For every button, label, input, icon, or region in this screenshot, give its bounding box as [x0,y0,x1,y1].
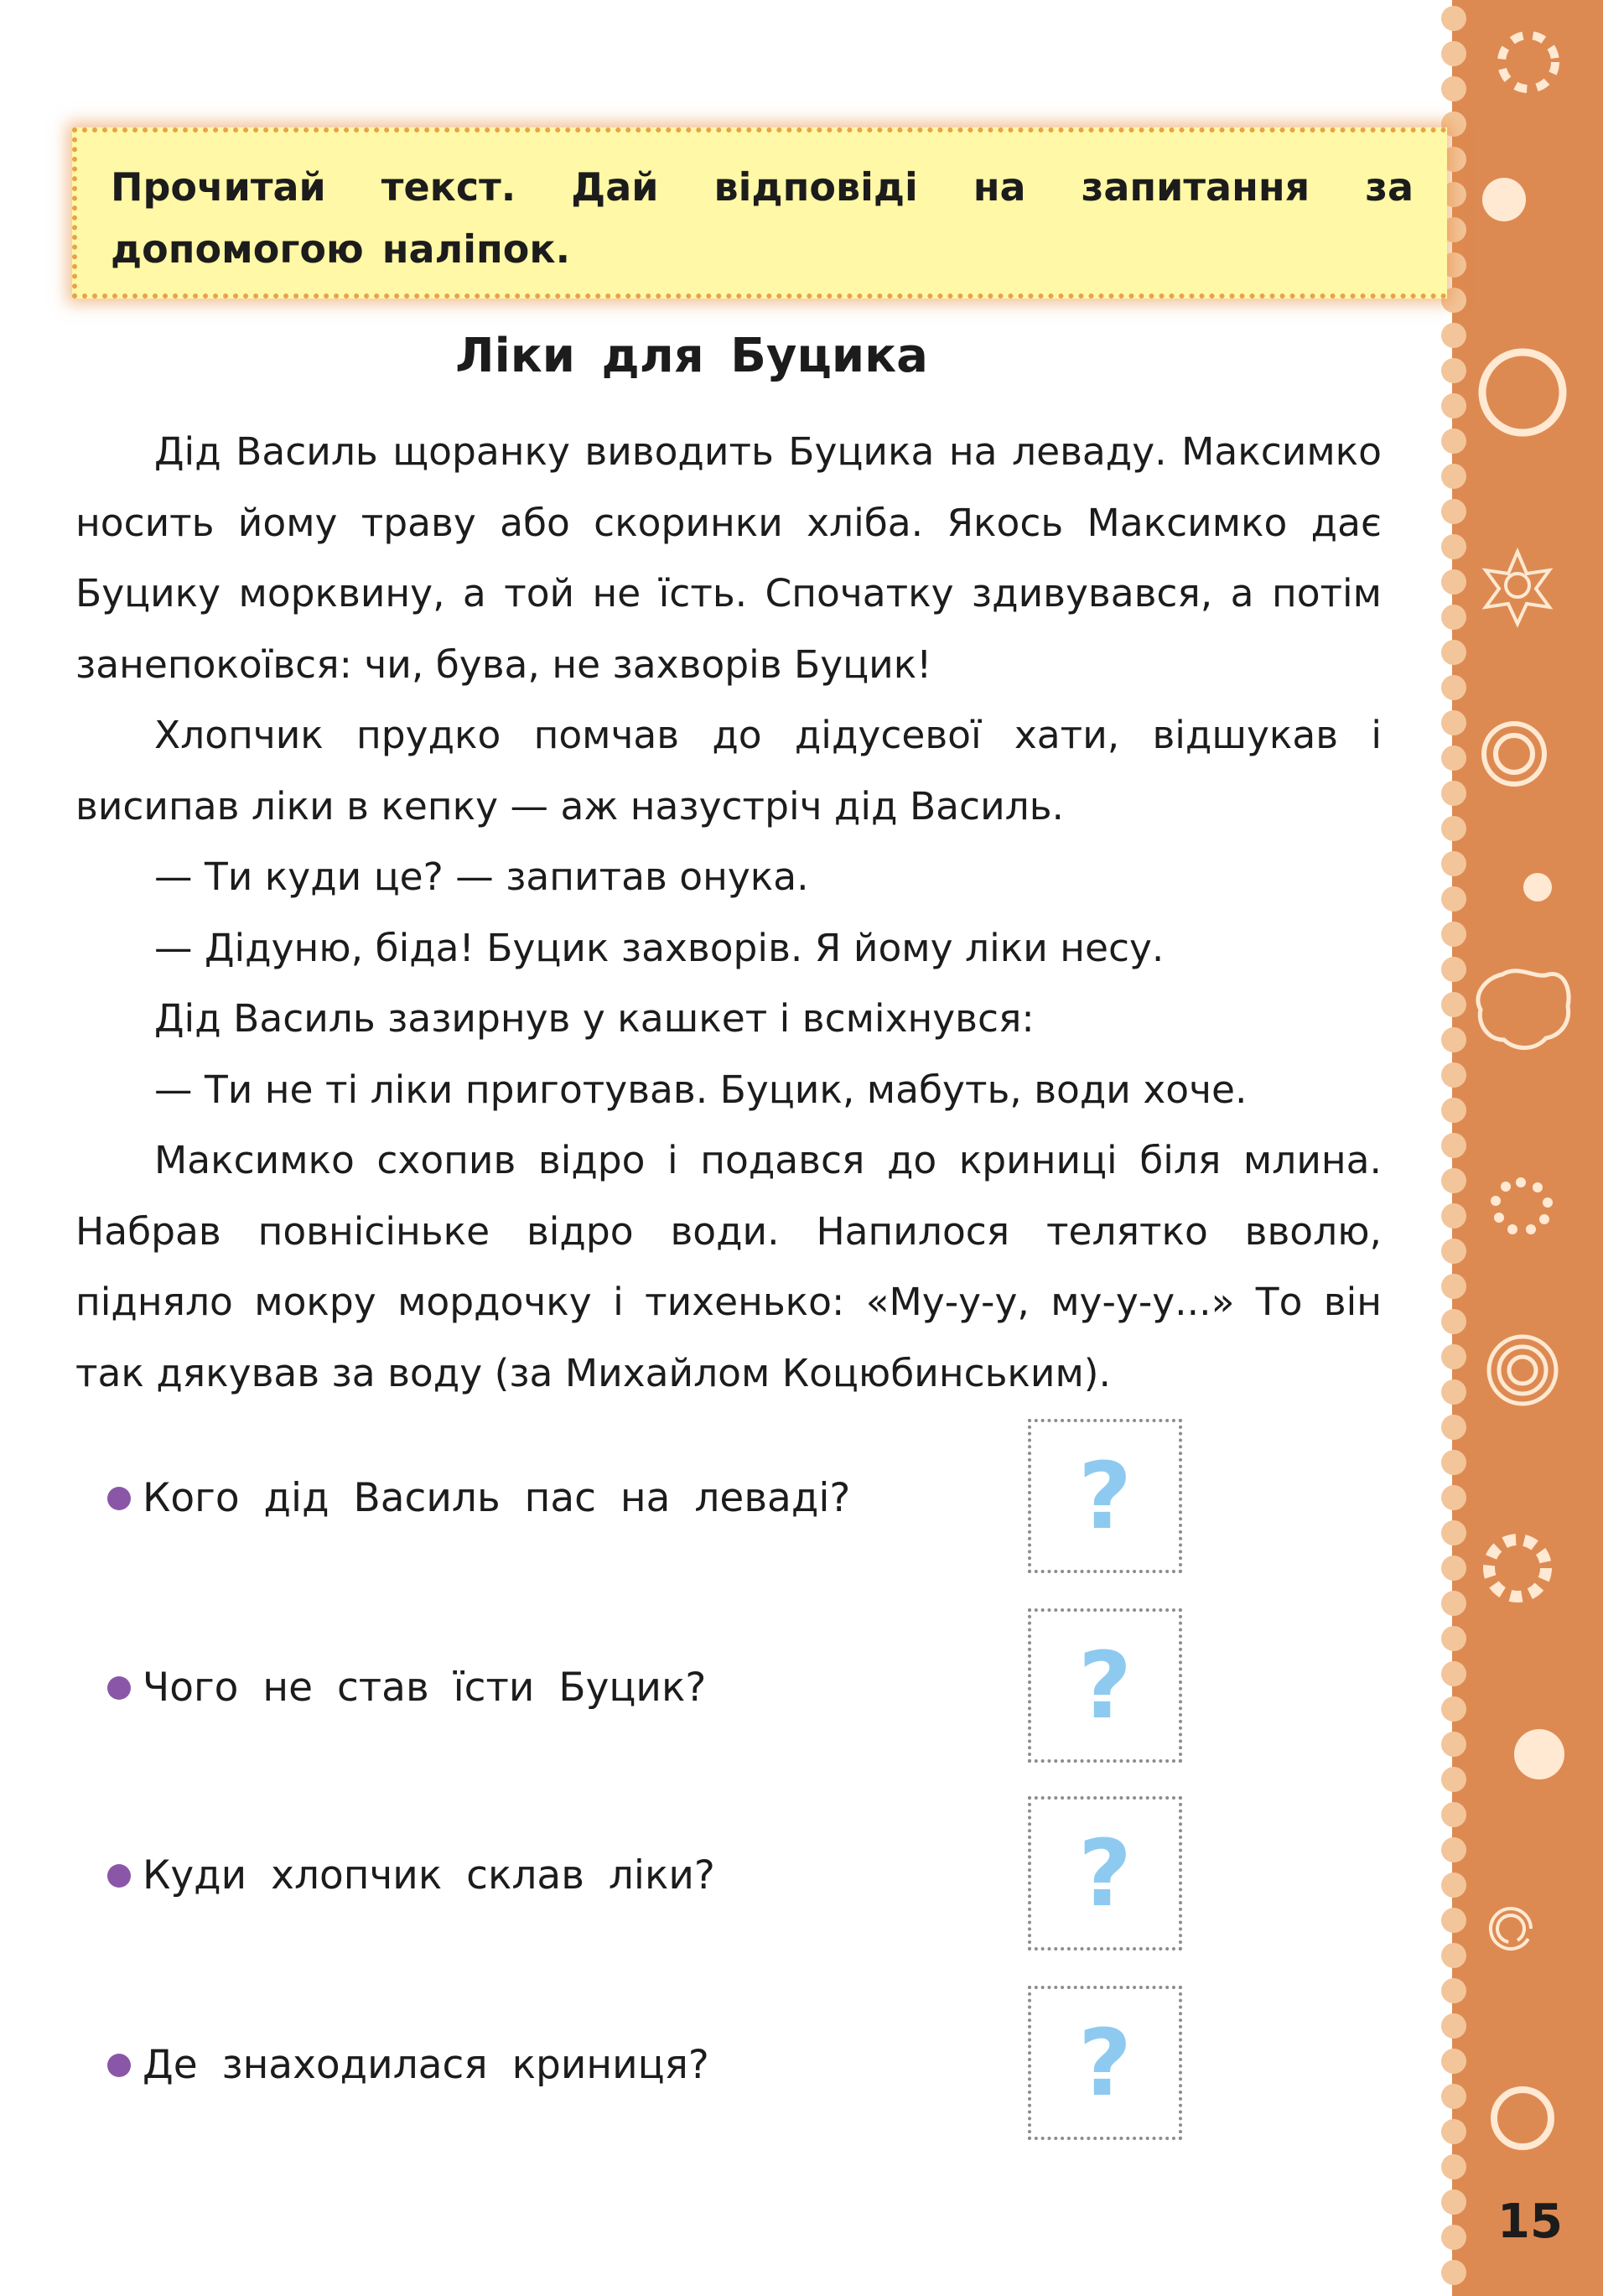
story-dialogue-line: — Дідуню, біда! Буцик захворів. Я йому ліки несу. [154,925,1165,970]
double-ring-icon [1484,724,1544,784]
instruction-text: Прочитай текст. Дай відповіді на запитання за допомогою наліпок. [111,164,1414,272]
question-item [143,1650,706,1726]
question-mark-icon: ? [1078,2009,1132,2117]
page-number: 15 [1497,2195,1563,2249]
bottom-ring-icon [1494,2090,1551,2147]
question-text: Кого дід Василь пас на леваді? [143,1475,851,1521]
question-mark-icon: ? [1078,1820,1132,1927]
wavy-blob-icon [1478,971,1569,1048]
question-mark-icon: ? [1078,1442,1132,1550]
story-dialogue-line: — Ти куди це? — запитав онука. [154,855,809,899]
sticker-slot[interactable] [1028,1986,1182,2140]
question-item [143,2028,709,2103]
question-item [143,1461,850,1536]
question-text: Куди хлопчик склав ліки? [143,1852,715,1899]
story-paragraph: Хлопчик прудко помчав до дідусевої хати, відшукав і висипав ліки в кепку — аж назустріч дід Василь. [75,713,1382,829]
question-text: Чого не став їсти Буцик? [143,1665,707,1711]
thick-dashed-ring-icon [1489,1540,1546,1597]
sticker-slot[interactable] [1028,1608,1182,1763]
small-dot-icon [1523,873,1552,901]
concentric-rings-icon [1489,1337,1556,1404]
story-paragraph: Максимко схопив відро і подався до криниці біля млина. Набрав повнісіньке відро води. Напилося телятко вволю, підняло мокру мордочку і тихенько: «Му-у-у, му-у-у...» То він так дякував за воду (за Михайлом Коцюбинським). [75,1138,1382,1395]
dashed-ring-icon [1502,35,1555,89]
story-title: Ліки для Буцика [455,329,928,383]
story-paragraph: Дід Василь щоранку виводить Буцика на леваду. Максимко носить йому траву або скоринки хліба. Якось Максимко дає Буцику морквину, а той не їсть. Спочатку здивувався, а потім занепокоївся: чи, бува, не захворів Буцик! [75,429,1382,687]
swirl-icon [1483,1909,1531,1956]
flower-outline-icon [1486,552,1549,624]
strip-ornaments [1452,0,1603,2296]
bullet-dot-icon [107,1864,131,1888]
bullet-dot-icon [107,2054,131,2077]
story-dialogue-line: — Ти не ті ліки приготував. Буцик, мабуть, води хоче. [154,1067,1248,1112]
dot-ring-icon [1491,1177,1553,1234]
bullet-dot-icon [107,1676,131,1700]
question-mark-icon: ? [1078,1632,1132,1739]
dot-icon [1482,178,1526,221]
large-dot-icon [1514,1729,1564,1779]
story-paragraph: Дід Василь зазирнув у кашкет і всміхнувся: [154,996,1035,1041]
sticker-slot[interactable] [1028,1796,1182,1951]
sticker-slot[interactable] [1028,1419,1182,1573]
bullet-dot-icon [107,1487,131,1510]
question-text: Де знаходилася криниця? [143,2042,709,2088]
ring-icon [1482,352,1563,433]
question-item [143,1838,715,1914]
